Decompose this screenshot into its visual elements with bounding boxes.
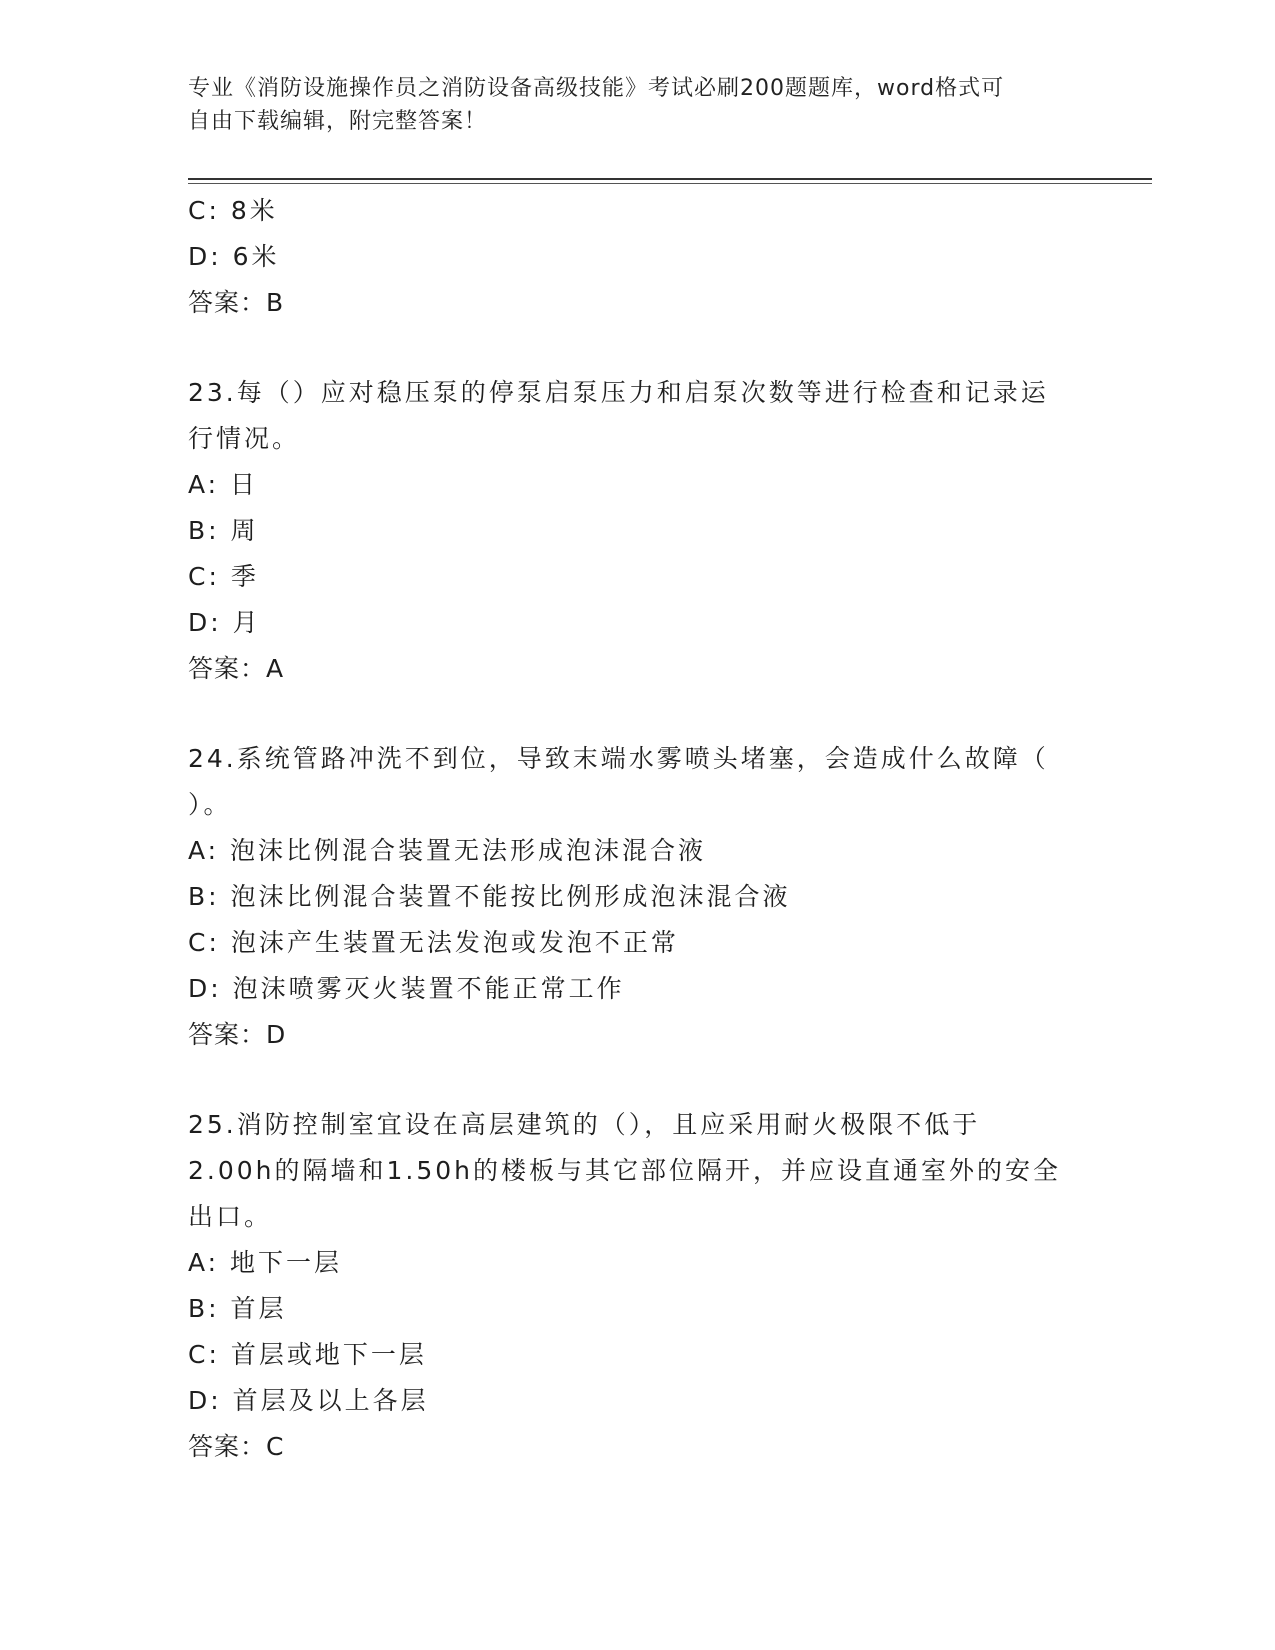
- question-24: [188, 736, 1088, 1058]
- header-line-2: 自由下载编辑，附完整答案！: [188, 109, 488, 134]
- question-text-line-2: 行情况。: [188, 424, 301, 453]
- header-divider-thin: [188, 183, 1152, 184]
- option-d: D: 6米: [188, 242, 280, 271]
- option-d: D: 月: [188, 608, 261, 637]
- question-22-tail: [188, 188, 1088, 326]
- option-c: C: 泡沫产生装置无法发泡或发泡不正常: [188, 928, 679, 957]
- answer-line: 答案：A: [188, 654, 285, 683]
- option-b: B: 首层: [188, 1294, 287, 1323]
- question-text-line-2: 2.00h的隔墙和1.50h的楼板与其它部位隔开，并应设直通室外的安全: [188, 1156, 1062, 1185]
- question-list: [188, 188, 1088, 1470]
- header-line-1: 专业《消防设施操作员之消防设备高级技能》考试必刷200题题库，word格式可: [188, 76, 1005, 101]
- answer-line: 答案：B: [188, 288, 285, 317]
- question-23: [188, 370, 1088, 692]
- question-text-line-1: 23.每（）应对稳压泵的停泵启泵压力和启泵次数等进行检查和记录运: [188, 378, 1049, 407]
- answer-line: 答案：D: [188, 1020, 287, 1049]
- header-divider-thick: [188, 178, 1152, 180]
- option-c: C: 季: [188, 562, 259, 591]
- option-a: A: 地下一层: [188, 1248, 343, 1277]
- option-b: B: 周: [188, 516, 259, 545]
- spacer: [188, 692, 1088, 736]
- option-a: A: 泡沫比例混合装置无法形成泡沫混合液: [188, 836, 707, 865]
- option-d: D: 泡沫喷雾灭火装置不能正常工作: [188, 974, 625, 1003]
- question-text-line-1: 25.消防控制室宜设在高层建筑的（），且应采用耐火极限不低于: [188, 1110, 981, 1139]
- option-d: D: 首层及以上各层: [188, 1386, 429, 1415]
- answer-line: 答案：C: [188, 1432, 285, 1461]
- document-header: [188, 72, 1088, 138]
- option-b: B: 泡沫比例混合装置不能按比例形成泡沫混合液: [188, 882, 791, 911]
- question-text-line-2: ）。: [188, 790, 232, 819]
- question-text-line-1: 24.系统管路冲洗不到位，导致末端水雾喷头堵塞，会造成什么故障（: [188, 744, 1049, 773]
- question-25: [188, 1102, 1088, 1470]
- spacer: [188, 326, 1088, 370]
- option-c: C: 首层或地下一层: [188, 1340, 427, 1369]
- question-text-line-3: 出口。: [188, 1202, 273, 1231]
- option-a: A: 日: [188, 470, 259, 499]
- spacer: [188, 1058, 1088, 1102]
- option-c: C: 8米: [188, 196, 278, 225]
